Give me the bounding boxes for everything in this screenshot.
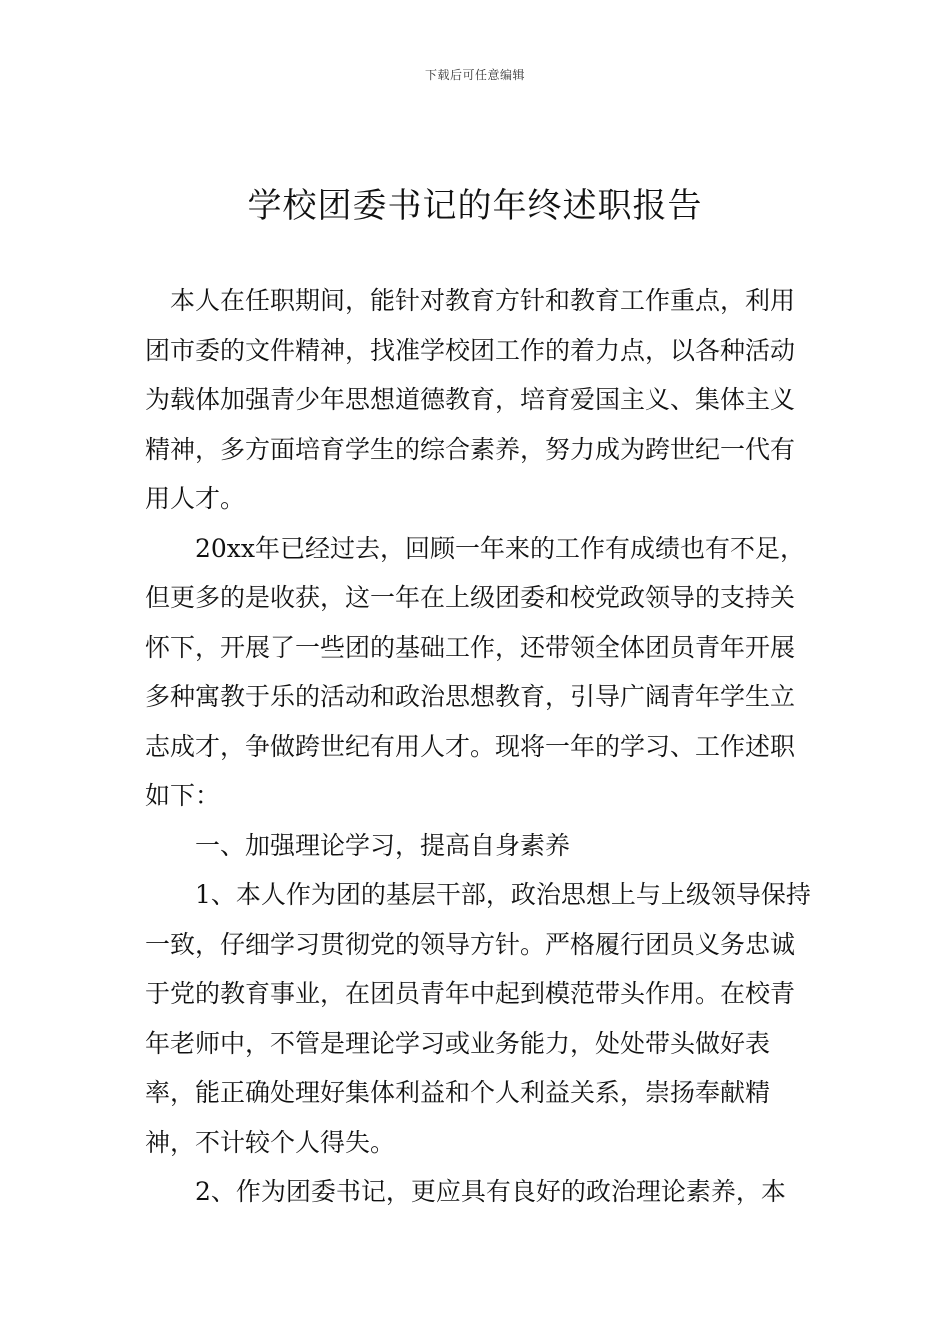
paragraph-intro: 本人在任职期间，能针对教育方针和教育工作重点，利用团市委的文件精神，找准学校团工作的着力点，以各种活动为载体加强青少年思想道德教育，培育爱国主义、集体主义精神，多方面培育学生的综合素养，努力成为跨世纪一代有用人才。 [145,286,796,513]
header-note: 下载后可任意编辑 [424,68,525,82]
document-title: 学校团委书记的年终述职报告 [247,186,703,226]
document-body [145,276,815,1217]
paragraph-review: 20xx年已经过去，回顾一年来的工作有成绩也有不足，但更多的是收获，这一年在上级团委和校党政领导的支持关怀下，开展了一些团的基础工作，还带领全体团员青年开展多种寓教于乐的活动和政治思想教育，引导广阔青年学生立志成才，争做跨世纪有用人才。现将一年的学习、工作述职如下： [145,533,806,810]
paragraph-item-2: 2、作为团委书记，更应具有良好的政治理论素养，本 [195,1177,786,1206]
paragraph-item-1: 1、本人作为团的基层干部，政治思想上与上级领导保持一致，仔细学习贯彻党的领导方针。严格履行团员义务忠诚于党的教育事业，在团员青年中起到模范带头作用。在校青年老师中，不管是理论学习或业务能力，处处带头做好表率，能正确处理好集体利益和个人利益关系，崇扬奉献精神，不计较个人得失。 [145,880,811,1157]
section-heading-1: 一、加强理论学习，提高自身素养 [195,830,571,860]
